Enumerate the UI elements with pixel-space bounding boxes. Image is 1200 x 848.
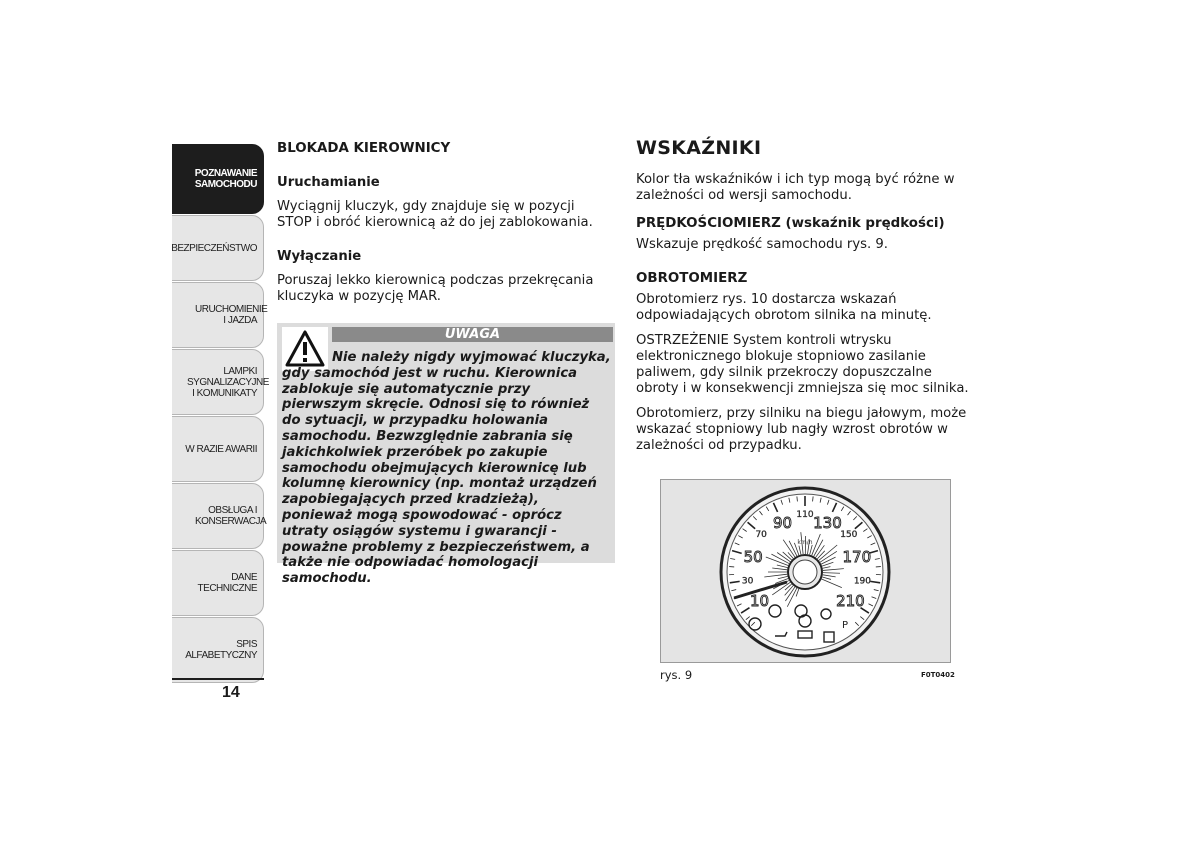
tab-w-razie-awarii[interactable]: W RAZIE AWARII — [172, 416, 264, 482]
speed-label: 30 — [741, 576, 754, 587]
parking-brake-letter: P — [842, 620, 849, 631]
paragraph-start: Wyciągnij kluczyk, gdy znajduje się w pozycji STOP i obróć kierownicą aż do jej zablokowania. — [277, 199, 593, 230]
figure-caption: rys. 9 — [660, 668, 693, 682]
figure-code: F0T0402 — [921, 671, 955, 679]
warning-text: Nie należy nigdy wyjmować kluczyka, gdy samochód jest w ruchu. Kierownica zablokuje się automatycznie przy pierwszym skręcie. Odnosi się to również do sytuacji, w przypadku holowania samochodu. Bezwzględnie zabrania się jakichkolwiek przeróbek po zakupie samochodu obejmujących kierownicę lub kolumnę kierownicy (np. montaż urządzeń zapobiegających przed kradzieżą), ponieważ mogą spowodować - oprócz utraty osiągów systemu i gwarancji - poważne problemy z bezpieczeństwem, a także nie odpowiadać homologacji samochodu. — [282, 350, 611, 587]
speed-label: 170 — [842, 547, 872, 566]
tab-dane-techniczne[interactable]: DANE TECHNICZNE — [172, 550, 264, 616]
speedometer-dial — [721, 488, 889, 656]
right-column — [636, 137, 976, 463]
speed-unit-label: km/h — [797, 539, 813, 546]
speed-label: 190 — [853, 576, 872, 587]
speed-label: 50 — [743, 547, 763, 566]
paragraph-tachometer: Obrotomierz rys. 10 dostarcza wskazań odpowiadających obrotom silnika na minutę. — [636, 292, 932, 323]
tab-uruchomienie-i-jazda[interactable]: URUCHOMIENIE I JAZDA — [172, 282, 264, 348]
tab-obsluga-i-konserwacja[interactable]: OBSŁUGA I KONSERWACJA — [172, 483, 264, 549]
subheading-start: Uruchamianie — [277, 175, 380, 190]
subheading-speedometer: PRĘDKOŚCIOMIERZ (wskaźnik prędkości) — [636, 216, 945, 231]
paragraph-gauges-intro: Kolor tła wskaźników i ich typ mogą być różne w zależności od wersji samochodu. — [636, 172, 955, 203]
paragraph-idle: Obrotomierz, przy silniku na biegu jałowym, może wskazać stopniowy lub nagły wzrost obrotów w zależności od przypadku. — [636, 406, 967, 453]
dial-tick — [797, 496, 798, 501]
paragraph-warning-injection: OSTRZEŻENIE System kontroli wtrysku elektronicznego blokuje stopniowo zasilanie paliwem, gdy silnik przekroczy dopuszczalne obroty i w konsekwencji zmniejsza się moc silnika. — [636, 333, 969, 396]
section-title-gauges: WSKAŹNIKI — [636, 137, 762, 159]
speed-label: 110 — [796, 510, 814, 520]
paragraph-off: Poruszaj lekko kierownicą podczas przekręcania kluczyka w pozycję MAR. — [277, 273, 594, 304]
speed-label: 150 — [840, 530, 858, 541]
warning-box — [277, 323, 615, 587]
subheading-tachometer: OBROTOMIERZ — [636, 271, 748, 286]
paragraph-speedometer: Wskazuje prędkość samochodu rys. 9. — [636, 237, 888, 252]
speed-label: 210 — [836, 592, 865, 611]
section-heading-steering-lock: BLOKADA KIEROWNICY — [277, 141, 451, 156]
subheading-off: Wyłączanie — [277, 249, 362, 264]
page-number: 14 — [222, 684, 240, 701]
tab-spis-alfabetyczny[interactable]: SPIS ALFABETYCZNY — [172, 617, 264, 683]
chapter-tabs — [171, 144, 269, 684]
speed-label: 90 — [773, 513, 793, 532]
tab-bezpieczenstwo[interactable]: BEZPIECZEŃSTWO — [172, 215, 264, 281]
dial-tick — [813, 496, 814, 501]
speed-label: 10 — [750, 592, 770, 611]
tab-poznawanie-samochodu[interactable]: POZNAWANIE SAMOCHODU — [172, 144, 264, 214]
speedometer-figure — [660, 479, 951, 663]
speed-label: 130 — [813, 513, 842, 532]
page-number-rule — [172, 678, 264, 680]
speed-label: 70 — [755, 530, 767, 541]
tab-lampki-sygnalizacyjne[interactable]: LAMPKI SYGNALIZACYJNE I KOMUNIKATY — [172, 349, 264, 415]
left-column — [277, 141, 613, 305]
warning-title: UWAGA — [332, 327, 613, 342]
